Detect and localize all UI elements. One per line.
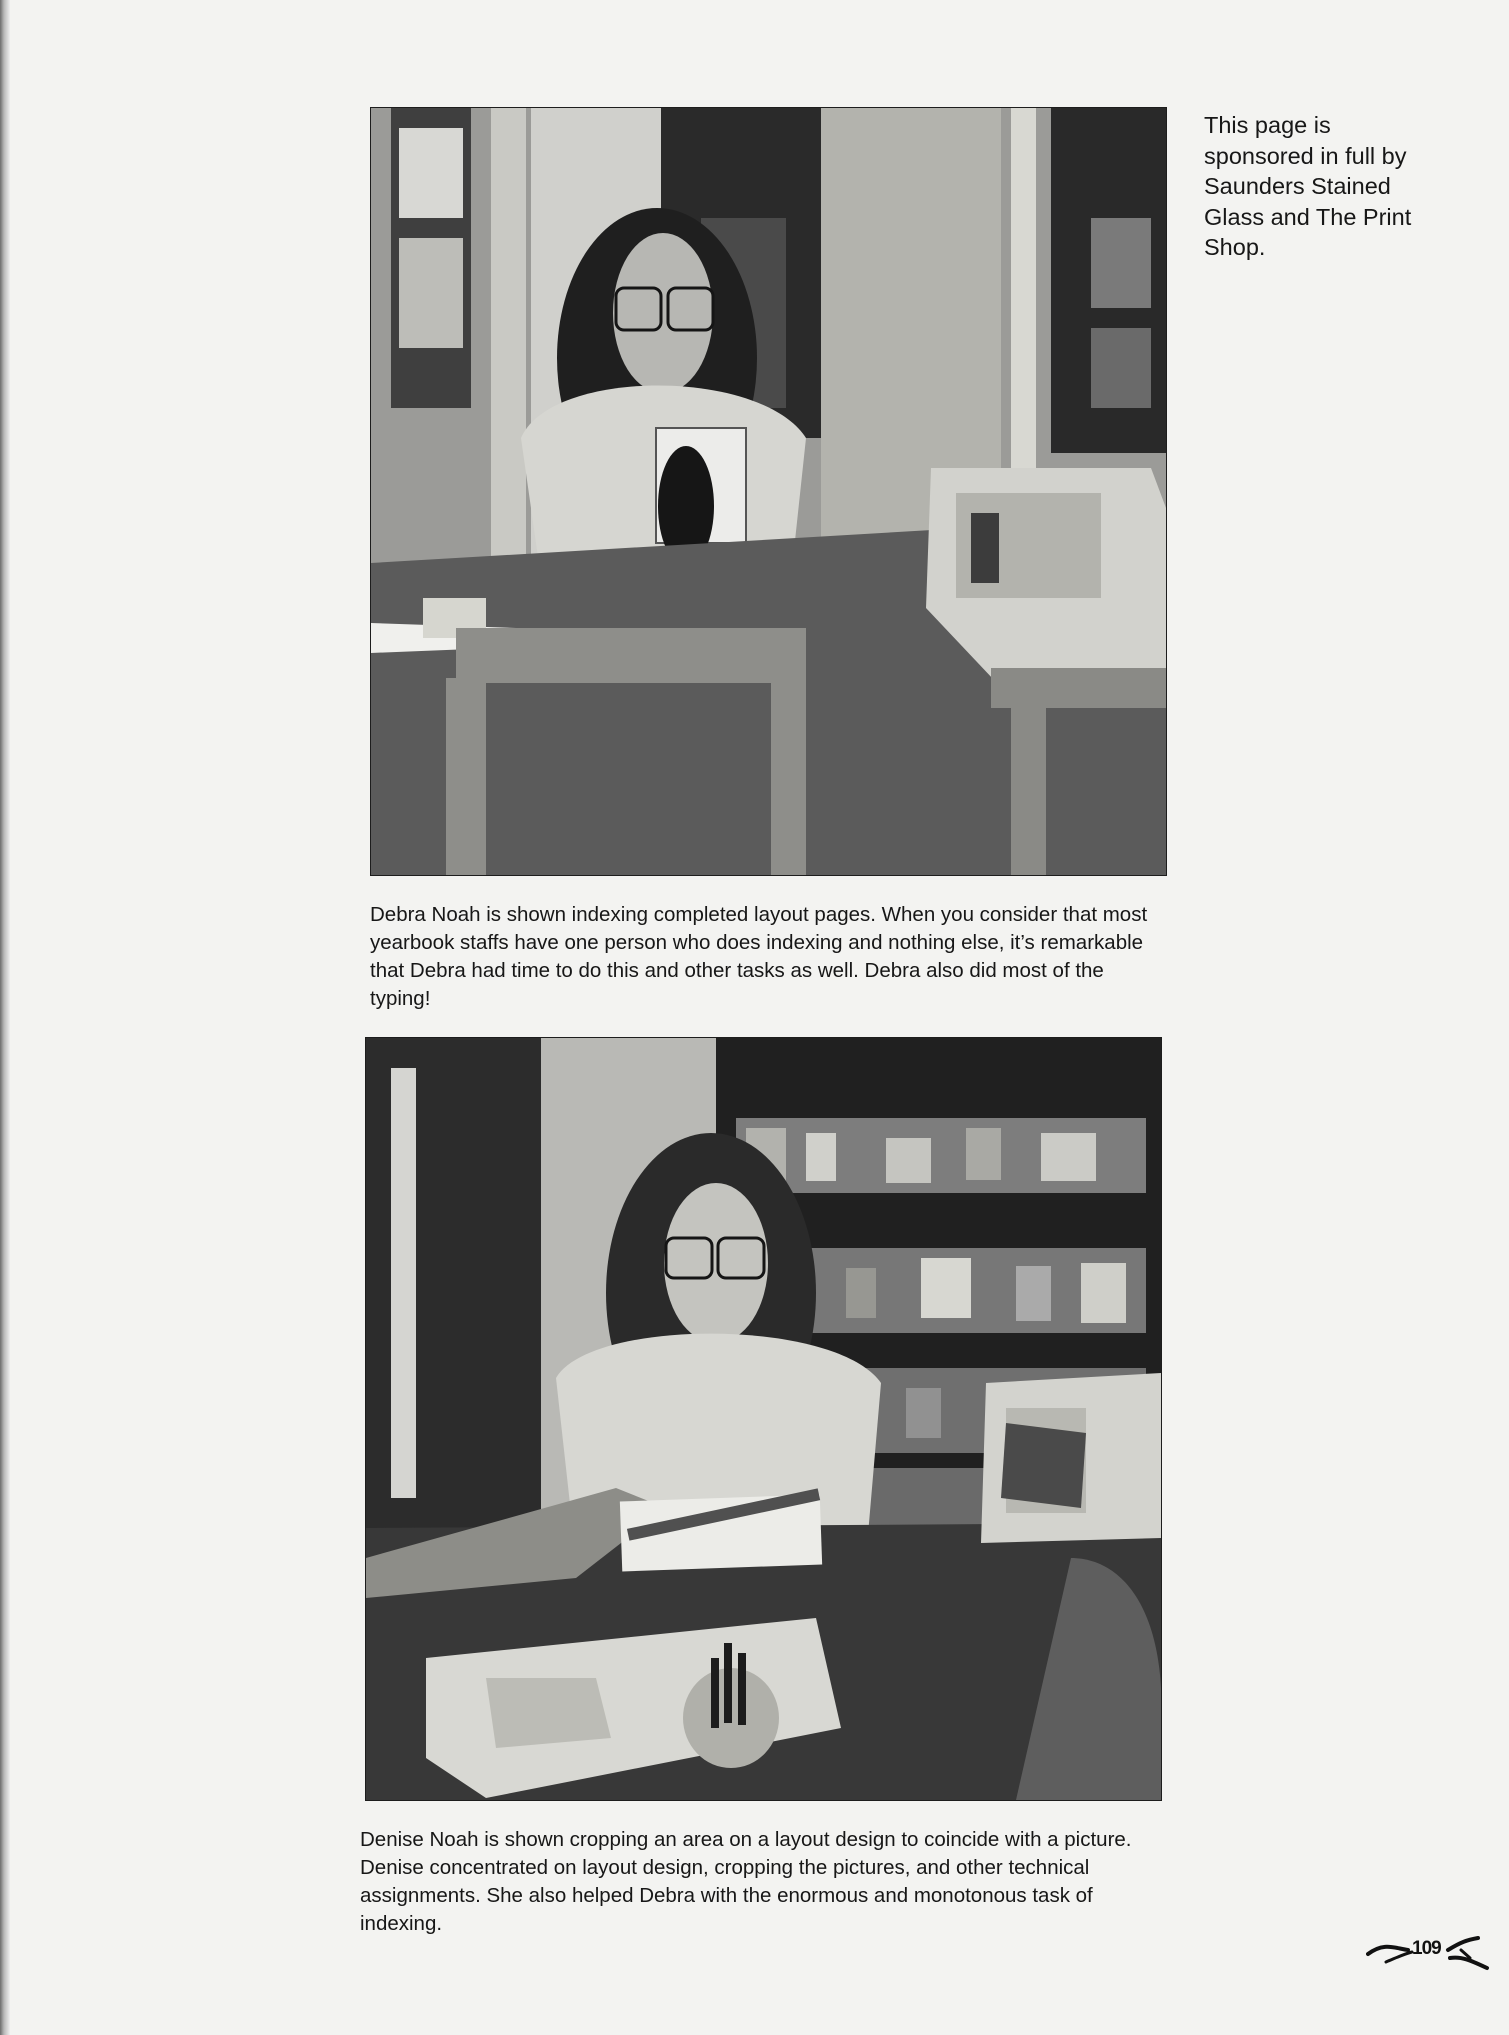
photo-debra-noah-indexing [370,107,1167,876]
page-number-ornament [1366,1932,1491,1974]
photo-caption-denise-noah: Denise Noah is shown cropping an area on a layout design to coincide with a picture. Denise concentrated on layout design, cropping the pictures, and other technical assignments. She also helped Debra with the enormous and monotonous task of indexing. [360,1828,1132,1935]
photo-denise-noah-cropping [365,1037,1162,1801]
page-number: 109 [1412,1938,1441,1959]
page-edge [0,0,10,2035]
sponsor-note: This page is sponsored in full by Saunders Stained Glass and The Print Shop. [1204,112,1412,260]
photo-debra-noah-illustration [371,108,1166,875]
photo-denise-noah-illustration [366,1038,1161,1800]
photo-caption-debra-noah: Debra Noah is shown indexing completed layout pages. When you consider that most yearbook staffs have one person who does indexing and nothing else, it’s remarkable that Debra had time to do this and other tasks as well. Debra also did most of the typing! [370,903,1148,1010]
